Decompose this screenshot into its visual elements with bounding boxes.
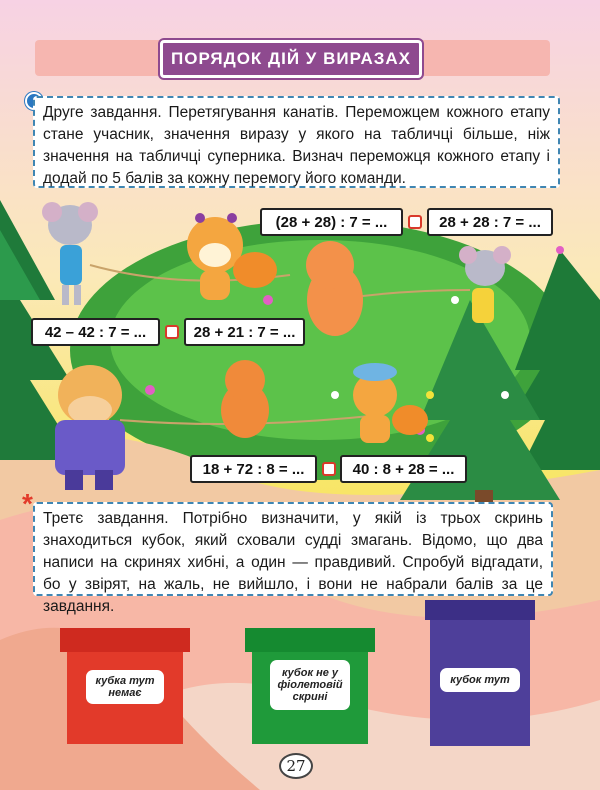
compare-box-1[interactable]	[408, 215, 422, 229]
task-2-text: Друге завдання. Перетягування канатів. Переможцем кожного етапу стане учасник, значення виразу у якого на табличці більше, ніж значення на табличці суперника. Визнач переможця кожного етапу і додай по 5 балів за кожну перемогу його команди.	[33, 96, 560, 188]
asterisk-icon: *	[22, 488, 33, 519]
expr-pair1-left: (28 + 28) : 7 = ...	[260, 208, 403, 236]
page-number: 27	[279, 753, 313, 779]
purple-chest-label: кубок тут	[440, 668, 520, 692]
green-chest-label: кубок не у фіолетовій скрині	[270, 660, 350, 710]
compare-box-3[interactable]	[322, 462, 336, 476]
expr-pair3-left: 18 + 72 : 8 = ...	[190, 455, 317, 483]
red-chest-label: кубка тут немає	[86, 670, 164, 704]
expr-pair2-right: 28 + 21 : 7 = ...	[184, 318, 305, 346]
page-title: ПОРЯДОК ДІЙ У ВИРАЗАХ	[160, 40, 422, 78]
task-3-text: Третє завдання. Потрібно визначити, у якій із трьох скринь знаходиться кубок, який сховали судді змагань. Відомо, що два написи на скринях хибні, а один — правдивий. Спробуй відгадати, бо у звірят, на жаль, не вийшло, і вони не набрали балів за це завдання.	[33, 502, 553, 596]
expr-pair2-left: 42 – 42 : 7 = ...	[31, 318, 160, 346]
expr-pair1-right: 28 + 28 : 7 = ...	[427, 208, 553, 236]
compare-box-2[interactable]	[165, 325, 179, 339]
expr-pair3-right: 40 : 8 + 28 = ...	[340, 455, 467, 483]
